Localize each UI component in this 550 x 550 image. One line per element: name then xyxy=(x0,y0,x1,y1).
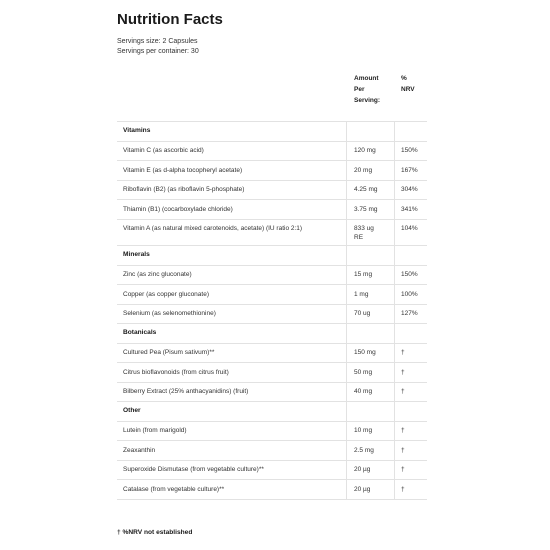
nrv-percent: 150% xyxy=(401,147,418,154)
amount-per-serving: 833 ug xyxy=(354,225,374,232)
nrv-percent: 341% xyxy=(401,205,418,213)
nrv-percent: † xyxy=(401,466,405,473)
amount-header-line: Serving: xyxy=(354,97,381,104)
row-divider xyxy=(117,245,427,246)
row-divider xyxy=(117,199,427,200)
amount-per-serving-unit: RE xyxy=(354,234,364,241)
row-divider xyxy=(117,180,427,181)
nutrient-name: Vitamin C (as ascorbic acid) xyxy=(123,147,204,154)
amount-header-line: Amount xyxy=(354,75,379,82)
amount-per-serving: 40 mg xyxy=(354,388,373,395)
amount-per-serving: 15 mg xyxy=(354,271,373,278)
amount-per-serving: 10 mg xyxy=(354,427,373,434)
row-divider xyxy=(117,421,427,422)
row-divider xyxy=(117,499,427,500)
row-divider xyxy=(117,121,427,122)
nrv-percent: 104% xyxy=(401,225,418,232)
row-divider xyxy=(117,343,427,344)
amount-per-serving: 20 µg xyxy=(354,466,371,473)
row-divider xyxy=(117,304,427,305)
amount-column-header xyxy=(354,73,380,106)
nrv-percent: 304% xyxy=(401,186,418,193)
nrv-percent: † xyxy=(401,349,405,356)
amount-per-serving: 3.75 mg xyxy=(354,205,378,213)
nrv-column-header xyxy=(401,73,415,95)
row-divider xyxy=(117,440,427,441)
amount-per-serving: 20 mg xyxy=(354,166,373,174)
nrv-percent: 127% xyxy=(401,310,418,317)
section-heading: Other xyxy=(123,407,141,414)
amount-per-serving: 70 ug xyxy=(354,310,371,317)
row-divider xyxy=(117,382,427,383)
row-divider xyxy=(117,460,427,461)
nrv-header-line: NRV xyxy=(401,86,415,93)
amount-per-serving: 4.25 mg xyxy=(354,186,378,193)
row-divider xyxy=(117,219,427,220)
nutrient-name: Copper (as copper gluconate) xyxy=(123,290,209,298)
nutrient-name: Superoxide Dismutase (from vegetable culture)** xyxy=(123,466,264,473)
nutrient-name: Zeaxanthin xyxy=(123,446,156,454)
nrv-percent: † xyxy=(401,427,405,434)
serving-size: Servings size: 2 Capsules xyxy=(117,38,198,45)
nrv-percent: 100% xyxy=(401,290,418,298)
nrv-percent: † xyxy=(401,485,405,493)
amount-per-serving: 50 mg xyxy=(354,368,373,376)
nrv-percent: 167% xyxy=(401,166,418,174)
footnote: † %NRV not established xyxy=(117,529,193,536)
section-heading: Minerals xyxy=(123,251,150,258)
section-heading: Vitamins xyxy=(123,127,151,134)
nrv-percent: 150% xyxy=(401,271,418,278)
nutrient-name: Catalase (from vegetable culture)** xyxy=(123,485,225,493)
nutrient-name: Riboflavin (B2) (as riboflavin 5-phosphate) xyxy=(123,186,245,193)
nutrient-name: Vitamin E (as d-alpha tocopheryl acetate) xyxy=(123,166,243,174)
column-divider xyxy=(346,121,347,499)
amount-per-serving: 150 mg xyxy=(354,349,376,356)
nutrient-name: Cultured Pea (Pisum sativum)** xyxy=(123,349,215,356)
row-divider xyxy=(117,141,427,142)
nrv-percent: † xyxy=(401,446,405,454)
nutrient-name: Vitamin A (as natural mixed carotenoids, acetate) (IU ratio 2:1) xyxy=(123,225,303,232)
nrv-percent: † xyxy=(401,368,405,376)
column-divider xyxy=(394,121,395,499)
nutrient-name: Zinc (as zinc gluconate) xyxy=(123,271,192,278)
amount-per-serving: 120 mg xyxy=(354,147,376,154)
row-divider xyxy=(117,323,427,324)
nrv-percent: † xyxy=(401,388,405,395)
row-divider xyxy=(117,265,427,266)
page-title: Nutrition Facts xyxy=(117,11,223,28)
nutrient-name: Bilberry Extract (25% anthacyanidins) (fruit) xyxy=(123,388,249,395)
amount-per-serving: 2.5 mg xyxy=(354,446,374,454)
amount-per-serving: 20 µg xyxy=(354,485,371,493)
row-divider xyxy=(117,479,427,480)
row-divider xyxy=(117,284,427,285)
row-divider xyxy=(117,362,427,363)
amount-header-line: Per xyxy=(354,86,365,93)
nutrient-name: Thiamin (B1) (cocarboxylade chloride) xyxy=(123,205,233,213)
servings-per-container: Servings per container: 30 xyxy=(117,48,199,55)
nutrient-name: Selenium (as selenomethionine) xyxy=(123,310,216,317)
row-divider xyxy=(117,401,427,402)
nutrient-name: Citrus bioflavonoids (from citrus fruit) xyxy=(123,368,229,376)
amount-per-serving: 1 mg xyxy=(354,290,369,298)
nutrient-name: Lutein (from marigold) xyxy=(123,427,187,434)
nrv-header-line: % xyxy=(401,75,407,82)
section-heading: Botanicals xyxy=(123,329,157,336)
row-divider xyxy=(117,160,427,161)
